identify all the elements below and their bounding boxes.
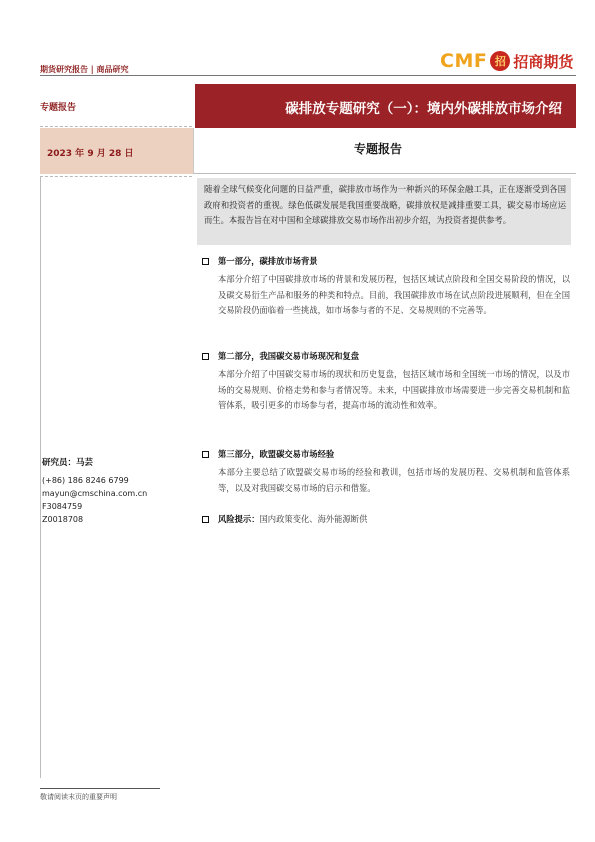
report-series: 期货研究报告 | 商品研究 [40,64,129,74]
risk-warning [202,513,367,525]
title-banner [195,84,576,128]
logo-latin: CMF [440,50,488,72]
logo-seal-icon: 招 [490,51,510,71]
header-divider [40,75,576,76]
section-body: 本部分主要总结了欧盟碳交易市场的经验和教训，包括市场的发展历程、交易机制和监管体系等，以及对我国碳交易市场的启示和借鉴。 [218,467,570,493]
section-heading-text: 第一部分，碳排放市场背景 [218,256,318,266]
risk-label: 风险提示： [218,514,260,524]
report-category: 专题报告 [40,103,77,113]
researcher-license-1: F3084759 [42,502,83,511]
researcher-license-2: Z0018708 [42,515,84,524]
checkbox-bullet-icon [202,258,209,265]
section-body: 本部分介绍了中国碳交易市场的现状和历史复盘，包括区域市场和全国统一市场的情况，以及市场的交易规则、价格走势和参与者情况等。未来，中国碳排放市场需要进一步完善交易机制和监管体系，吸引更多的市场参与者，提高市场的流动性和效率。 [218,369,570,411]
risk-text: 国内政策变化、海外能源断供 [259,514,368,524]
section-heading-text: 第三部分，欧盟碳交易市场经验 [218,449,335,459]
researcher-email[interactable]: mayun@cmschina.com.cn [42,489,148,498]
section-heading [202,350,359,362]
section-label: 专题报告 [354,142,403,156]
checkbox-bullet-icon [202,451,209,458]
left-column-rule [40,176,41,778]
logo-chinese: 招商期货 [513,52,574,71]
researcher-name: 研究员：马芸 [42,458,94,468]
title-divider [193,173,576,174]
checkbox-bullet-icon [202,516,209,523]
column-separator [193,128,194,174]
company-logo [440,48,573,74]
researcher-phone: (+86) 186 8246 6799 [42,476,129,485]
footer-disclaimer: 敬请阅读末页的重要声明 [40,793,117,801]
report-date: 2023 年 9 月 28 日 [47,149,134,159]
left-divider-top [40,126,192,127]
left-divider-bottom [40,176,192,177]
footer-rule [40,788,160,789]
summary-box [197,178,571,245]
summary-text: 随着全球气候变化问题的日益严重，碳排放市场作为一种新兴的环保金融工具，正在逐渐受到各国政府和投资者的重视。绿色低碳发展是我国重要战略，碳排放权是减排重要工具，碳交易市场应运而生。本报告旨在对中国和全球碳排放交易市场作出初步介绍，为投资者提供参考。 [204,184,566,225]
checkbox-bullet-icon [202,353,209,360]
section-body: 本部分介绍了中国碳排放市场的背景和发展历程，包括区域试点阶段和全国交易阶段的情况，以及碳交易衍生产品和服务的种类和特点。目前，我国碳排放市场在试点阶段进展顺利，但在全国交易阶段仍面临着一些挑战，如市场参与者的不足、交易规则的不完善等。 [218,274,570,316]
section-heading [202,255,318,267]
section-heading-text: 第二部分，我国碳交易市场现况和复盘 [218,351,360,361]
section-heading [202,448,334,460]
report-title: 碳排放专题研究（一）：境内外碳排放市场介绍 [285,101,562,117]
